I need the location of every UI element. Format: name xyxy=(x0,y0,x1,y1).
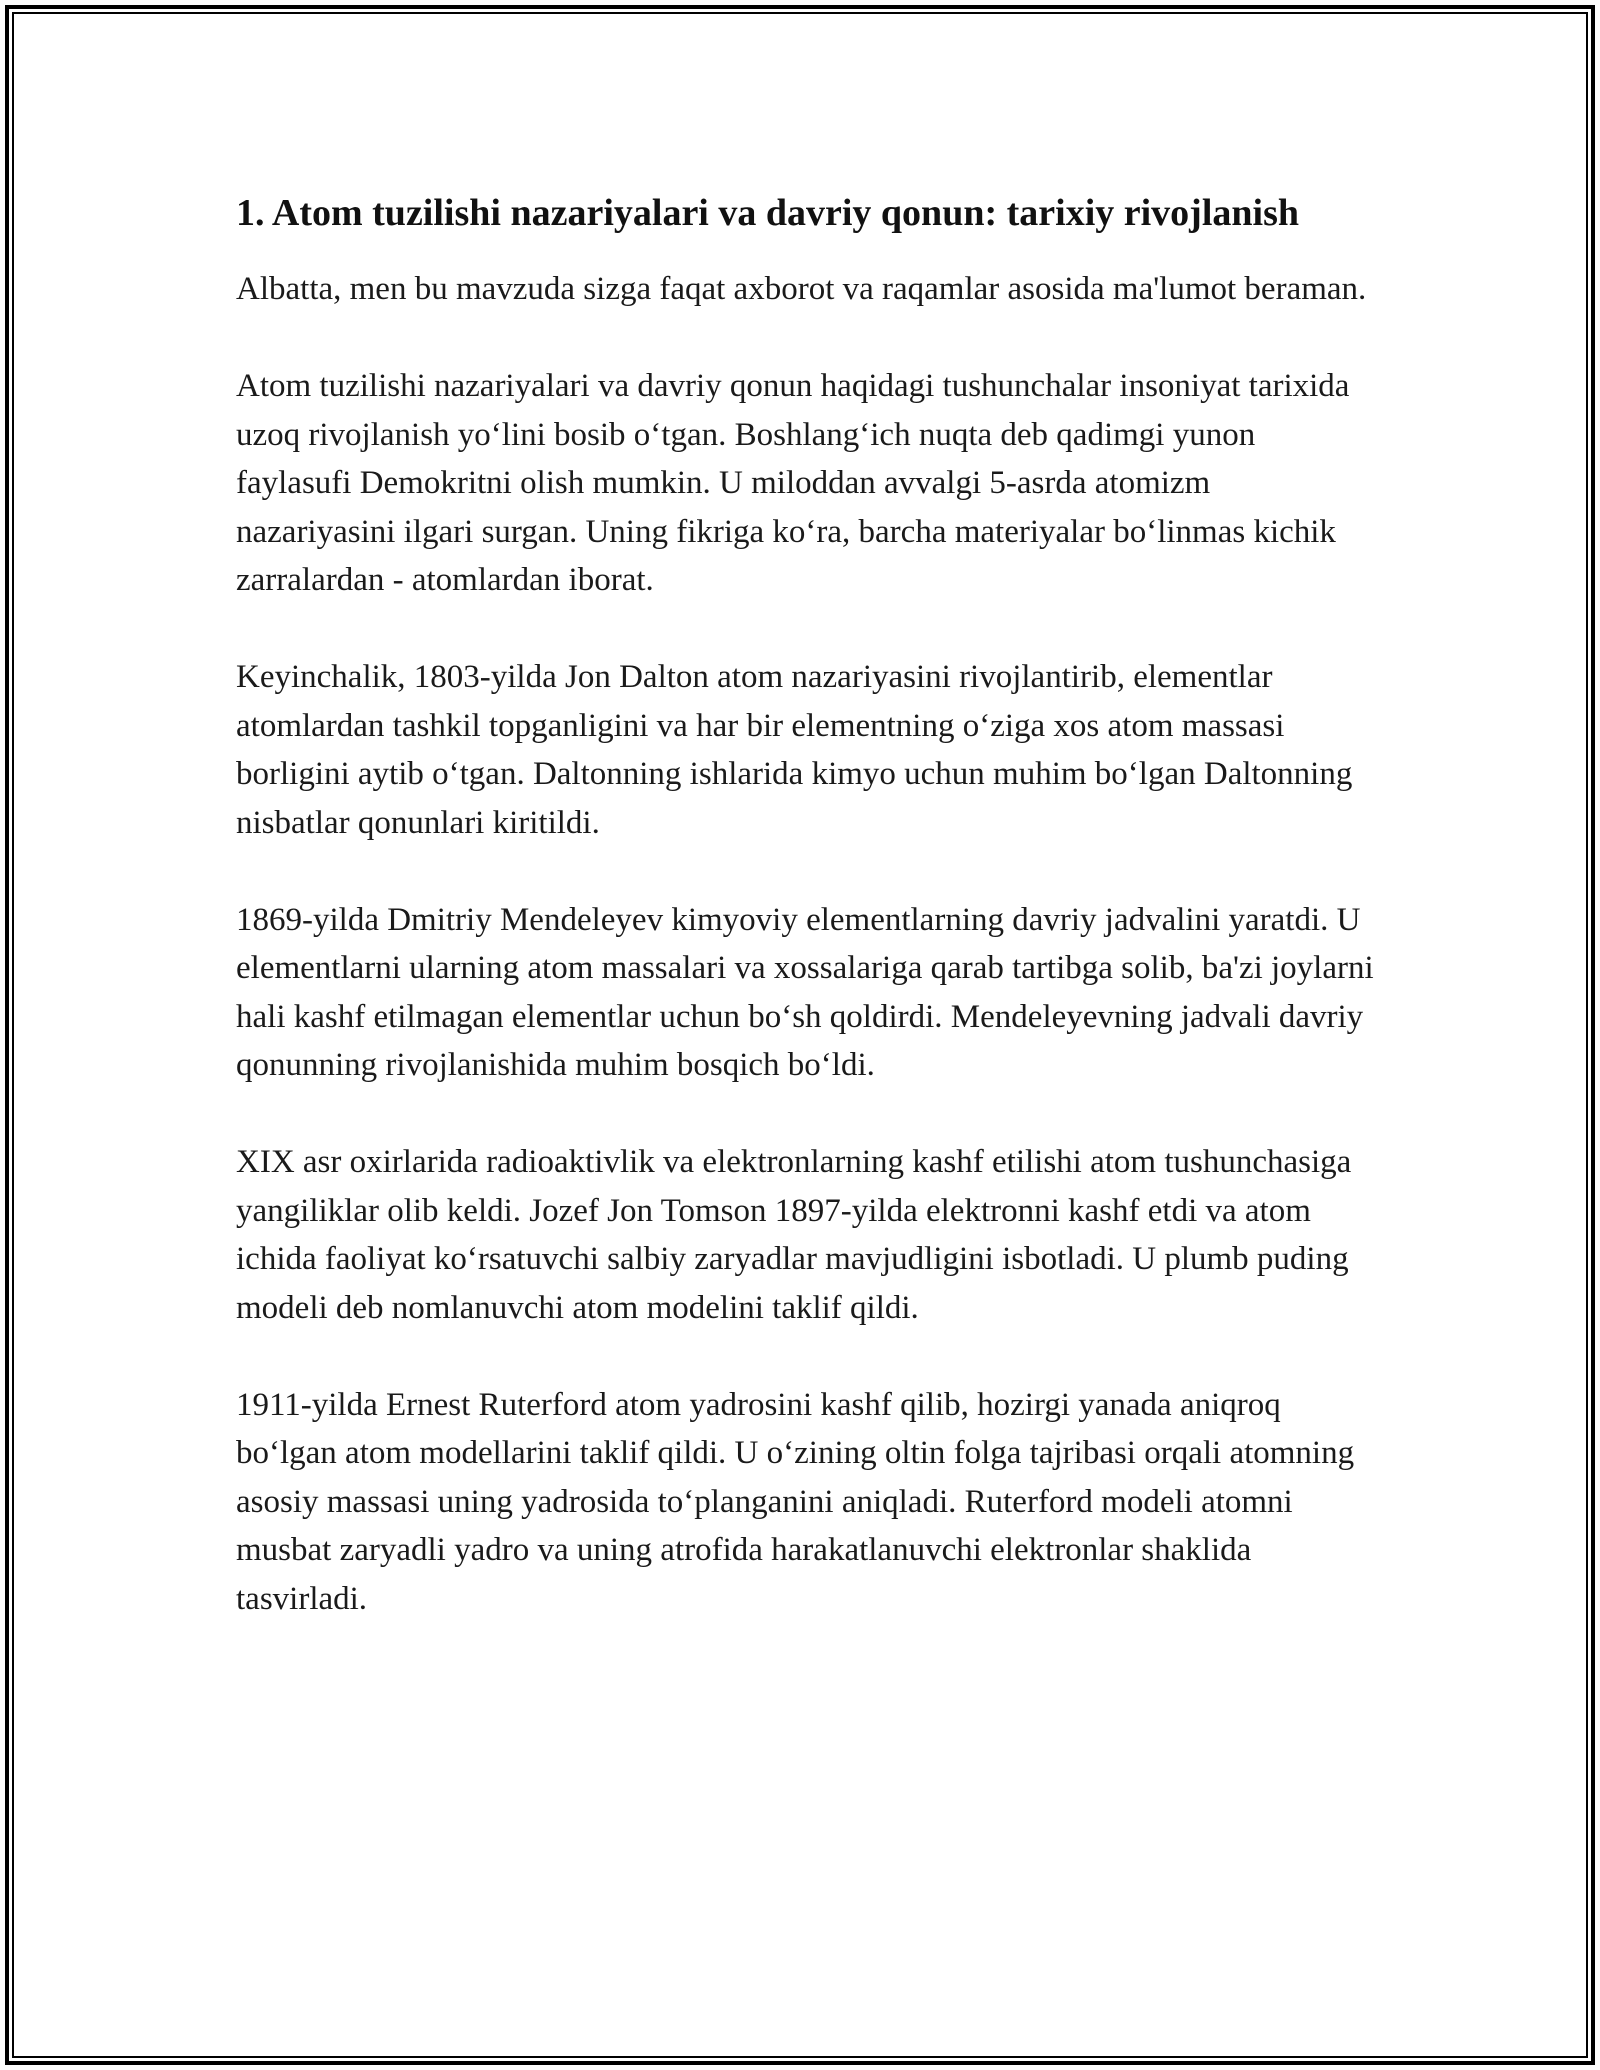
paragraph-rutherford: 1911-yilda Ernest Ruterford atom yadrosini kashf qilib, hozirgi yanada aniqroq bo‘lgan atom modellarini taklif qildi. U o‘zining oltin folga tajribasi orqali atomning asosiy massasi uning yadrosida to‘planganini aniqladi. Ruterford modeli atomni musbat zaryadli yadro va uning atrofida harakatlanuvchi elektronlar shaklida tasvirladi. xyxy=(236,1386,1355,1617)
paragraph-intro: Albatta, men bu mavzuda sizga faqat axborot va raqamlar asosida ma'lumot beraman. xyxy=(236,271,1367,307)
document-body xyxy=(236,186,1376,1623)
paragraph-dalton: Keyinchalik, 1803-yilda Jon Dalton atom nazariyasini rivojlantirib, elementlar atomlardan tashkil topganligini va har bir elementning o‘ziga xos atom massasi borligini aytib o‘tgan. Daltonning ishlarida kimyo uchun muhim bo‘lgan Daltonning nisbatlar qonunlari kiritildi. xyxy=(236,659,1353,841)
paragraph-democritus: Atom tuzilishi nazariyalari va davriy qonun haqidagi tushunchalar insoniyat tarixida uzoq rivojlanish yo‘lini bosib o‘tgan. Boshlang‘ich nuqta deb qadimgi yunon faylasufi Demokritni olish mumkin. U miloddan avvalgi 5-asrda atomizm nazariyasini ilgari surgan. Uning fikriga ko‘ra, barcha materiyalar bo‘linmas kichik zarralardan - atomlardan iborat. xyxy=(236,368,1350,598)
paragraph-mendeleev: 1869-yilda Dmitriy Mendeleyev kimyoviy elementlarning davriy jadvalini yaratdi. U elementlarni ularning atom massalari va xossalariga qarab tartibga solib, ba'zi joylarni hali kashf etilmagan elementlar uchun bo‘sh qoldirdi. Mendeleyevning jadvali davriy qonunning rivojlanishida muhim bosqich bo‘ldi. xyxy=(236,901,1374,1083)
paragraph-thomson: XIX asr oxirlarida radioaktivlik va elektronlarning kashf etilishi atom tushunchasiga yangiliklar olib keldi. Jozef Jon Tomson 1897-yilda elektronni kashf etdi va atom ichida faoliyat ko‘rsatuvchi salbiy zaryadlar mavjudligini isbotladi. U plumb puding modeli deb nomlanuvchi atom modelini taklif qildi. xyxy=(236,1144,1352,1326)
document-title: 1. Atom tuzilishi nazariyalari va davriy qonun: tarixiy rivojlanish xyxy=(236,192,1299,234)
